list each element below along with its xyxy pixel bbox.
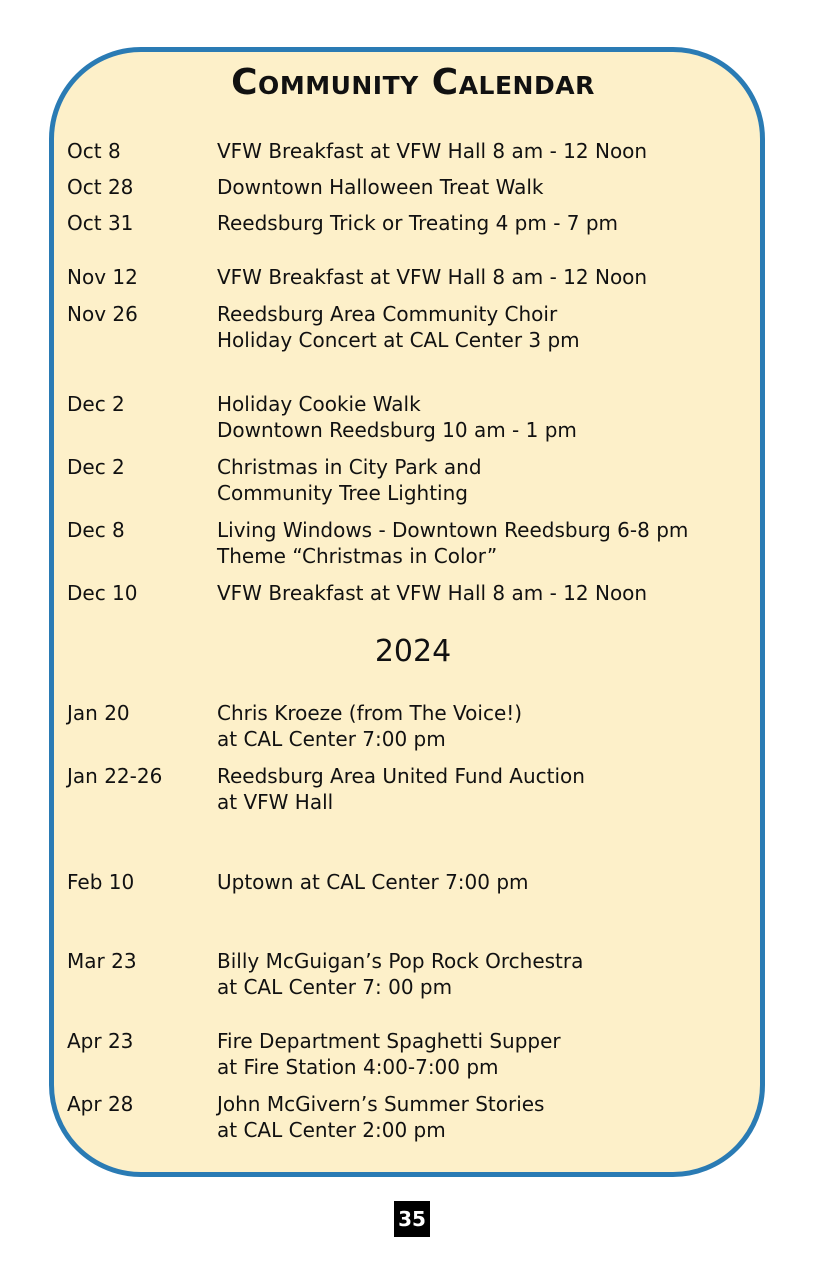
event-date: Feb 10 bbox=[67, 870, 135, 894]
event-description bbox=[217, 517, 688, 569]
event-description-line: Reedsburg Area United Fund Auction bbox=[217, 764, 585, 788]
event-description bbox=[217, 391, 577, 443]
page-title: Community Calendar bbox=[231, 62, 595, 103]
event-description-line: VFW Breakfast at VFW Hall 8 am - 12 Noon bbox=[217, 139, 648, 163]
event-date: Nov 12 bbox=[67, 265, 138, 289]
event-date: Dec 2 bbox=[67, 455, 125, 479]
event-description-line: at CAL Center 7: 00 pm bbox=[217, 975, 453, 999]
event-description bbox=[217, 174, 544, 200]
event-description-line: at Fire Station 4:00-7:00 pm bbox=[217, 1055, 499, 1079]
event-description bbox=[217, 210, 618, 236]
event-date: Jan 20 bbox=[67, 701, 130, 725]
event-description-line: Downtown Halloween Treat Walk bbox=[217, 175, 544, 199]
event-date: Oct 31 bbox=[67, 211, 134, 235]
event-date: Dec 10 bbox=[67, 581, 138, 605]
event-date: Oct 8 bbox=[67, 139, 121, 163]
event-date: Dec 8 bbox=[67, 518, 125, 542]
event-description-line: VFW Breakfast at VFW Hall 8 am - 12 Noon bbox=[217, 581, 648, 605]
event-description bbox=[217, 869, 529, 895]
event-description-line: at CAL Center 2:00 pm bbox=[217, 1118, 446, 1142]
event-description-line: at CAL Center 7:00 pm bbox=[217, 727, 446, 751]
event-description-line: Living Windows - Downtown Reedsburg 6-8 pm bbox=[217, 518, 689, 542]
event-date: Apr 23 bbox=[67, 1029, 134, 1053]
page-number: 35 bbox=[394, 1201, 430, 1237]
event-description-line: Downtown Reedsburg 10 am - 1 pm bbox=[217, 418, 577, 442]
event-description bbox=[217, 301, 580, 353]
event-description bbox=[217, 454, 482, 506]
event-description-line: John McGivern’s Summer Stories bbox=[217, 1092, 545, 1116]
event-description-line: VFW Breakfast at VFW Hall 8 am - 12 Noon bbox=[217, 265, 648, 289]
event-description-line: Reedsburg Trick or Treating 4 pm - 7 pm bbox=[217, 211, 619, 235]
event-description-line: Uptown at CAL Center 7:00 pm bbox=[217, 870, 529, 894]
event-description bbox=[217, 763, 585, 815]
event-description-line: at VFW Hall bbox=[217, 790, 334, 814]
event-description-line: Billy McGuigan’s Pop Rock Orchestra bbox=[217, 949, 584, 973]
event-description-line: Fire Department Spaghetti Supper bbox=[217, 1029, 561, 1053]
event-date: Dec 2 bbox=[67, 392, 125, 416]
event-description-line: Holiday Concert at CAL Center 3 pm bbox=[217, 328, 580, 352]
event-description-line: Chris Kroeze (from The Voice!) bbox=[217, 701, 523, 725]
event-date: Nov 26 bbox=[67, 302, 138, 326]
event-description bbox=[217, 1091, 544, 1143]
event-description bbox=[217, 138, 647, 164]
event-description-line: Community Tree Lighting bbox=[217, 481, 468, 505]
event-description bbox=[217, 700, 522, 752]
event-date: Oct 28 bbox=[67, 175, 134, 199]
event-description-line: Holiday Cookie Walk bbox=[217, 392, 421, 416]
event-date: Apr 28 bbox=[67, 1092, 134, 1116]
year-heading: 2024 bbox=[374, 634, 452, 669]
event-date: Mar 23 bbox=[67, 949, 137, 973]
event-description-line: Christmas in City Park and bbox=[217, 455, 482, 479]
event-description-line: Reedsburg Area Community Choir bbox=[217, 302, 558, 326]
event-date: Jan 22-26 bbox=[67, 764, 163, 788]
event-description bbox=[217, 580, 647, 606]
event-description bbox=[217, 1028, 561, 1080]
event-description bbox=[217, 948, 583, 1000]
event-description-line: Theme “Christmas in Color” bbox=[217, 544, 498, 568]
event-description bbox=[217, 264, 647, 290]
